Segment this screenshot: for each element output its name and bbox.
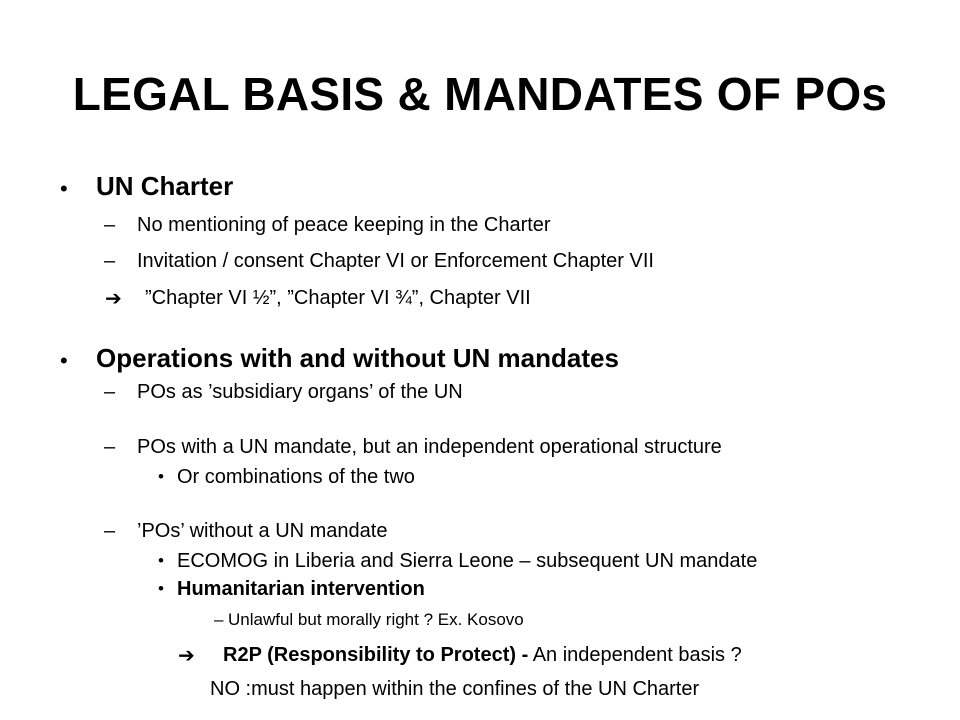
item-invitation-consent: Invitation / consent Chapter VI or Enforcement Chapter VII [137, 250, 654, 272]
bullet-icon: • [158, 579, 164, 598]
item-subsidiary-organs: POs as ’subsidiary organs’ of the UN [137, 381, 463, 403]
dash-icon: – [214, 610, 224, 629]
item-no-mentioning: No mentioning of peace keeping in the Charter [137, 214, 551, 236]
item-pos-without-mandate: ’POs’ without a UN mandate [137, 520, 388, 542]
dash-icon: – [104, 381, 116, 403]
r2p-label: R2P (Responsibility to Protect) - [223, 644, 529, 666]
item-combinations: Or combinations of the two [177, 466, 415, 488]
item-conclusion: NO :must happen within the confines of the UN Charter [210, 678, 700, 700]
heading-operations: Operations with and without UN mandates [96, 343, 619, 373]
heading-un-charter: UN Charter [96, 171, 234, 201]
item-unlawful-morally-right: Unlawful but morally right ? Ex. Kosovo [228, 610, 524, 629]
bullet-icon: • [60, 348, 68, 373]
item-un-mandate-independent: POs with a UN mandate, but an independent operational structure [137, 436, 722, 458]
arrow-right-icon: ➔ [105, 286, 122, 310]
slide-title: LEGAL BASIS & MANDATES OF POs [72, 68, 888, 120]
r2p-independent-basis: An independent basis ? [528, 644, 742, 666]
dash-icon: – [104, 214, 116, 236]
dash-icon: – [104, 520, 116, 542]
item-humanitarian-intervention: Humanitarian intervention [177, 578, 425, 600]
dash-icon: – [104, 436, 116, 458]
arrow-right-icon: ➔ [178, 643, 195, 667]
item-ecomog: ECOMOG in Liberia and Sierra Leone – subsequent UN mandate [177, 550, 758, 572]
bullet-icon: • [158, 551, 164, 570]
dash-icon: – [104, 250, 116, 272]
item-r2p [223, 644, 742, 667]
bullet-icon: • [158, 467, 164, 486]
bullet-icon: • [60, 176, 68, 201]
item-chapter-fractions: ”Chapter VI ½”, ”Chapter VI ¾”, Chapter VII [145, 287, 531, 309]
